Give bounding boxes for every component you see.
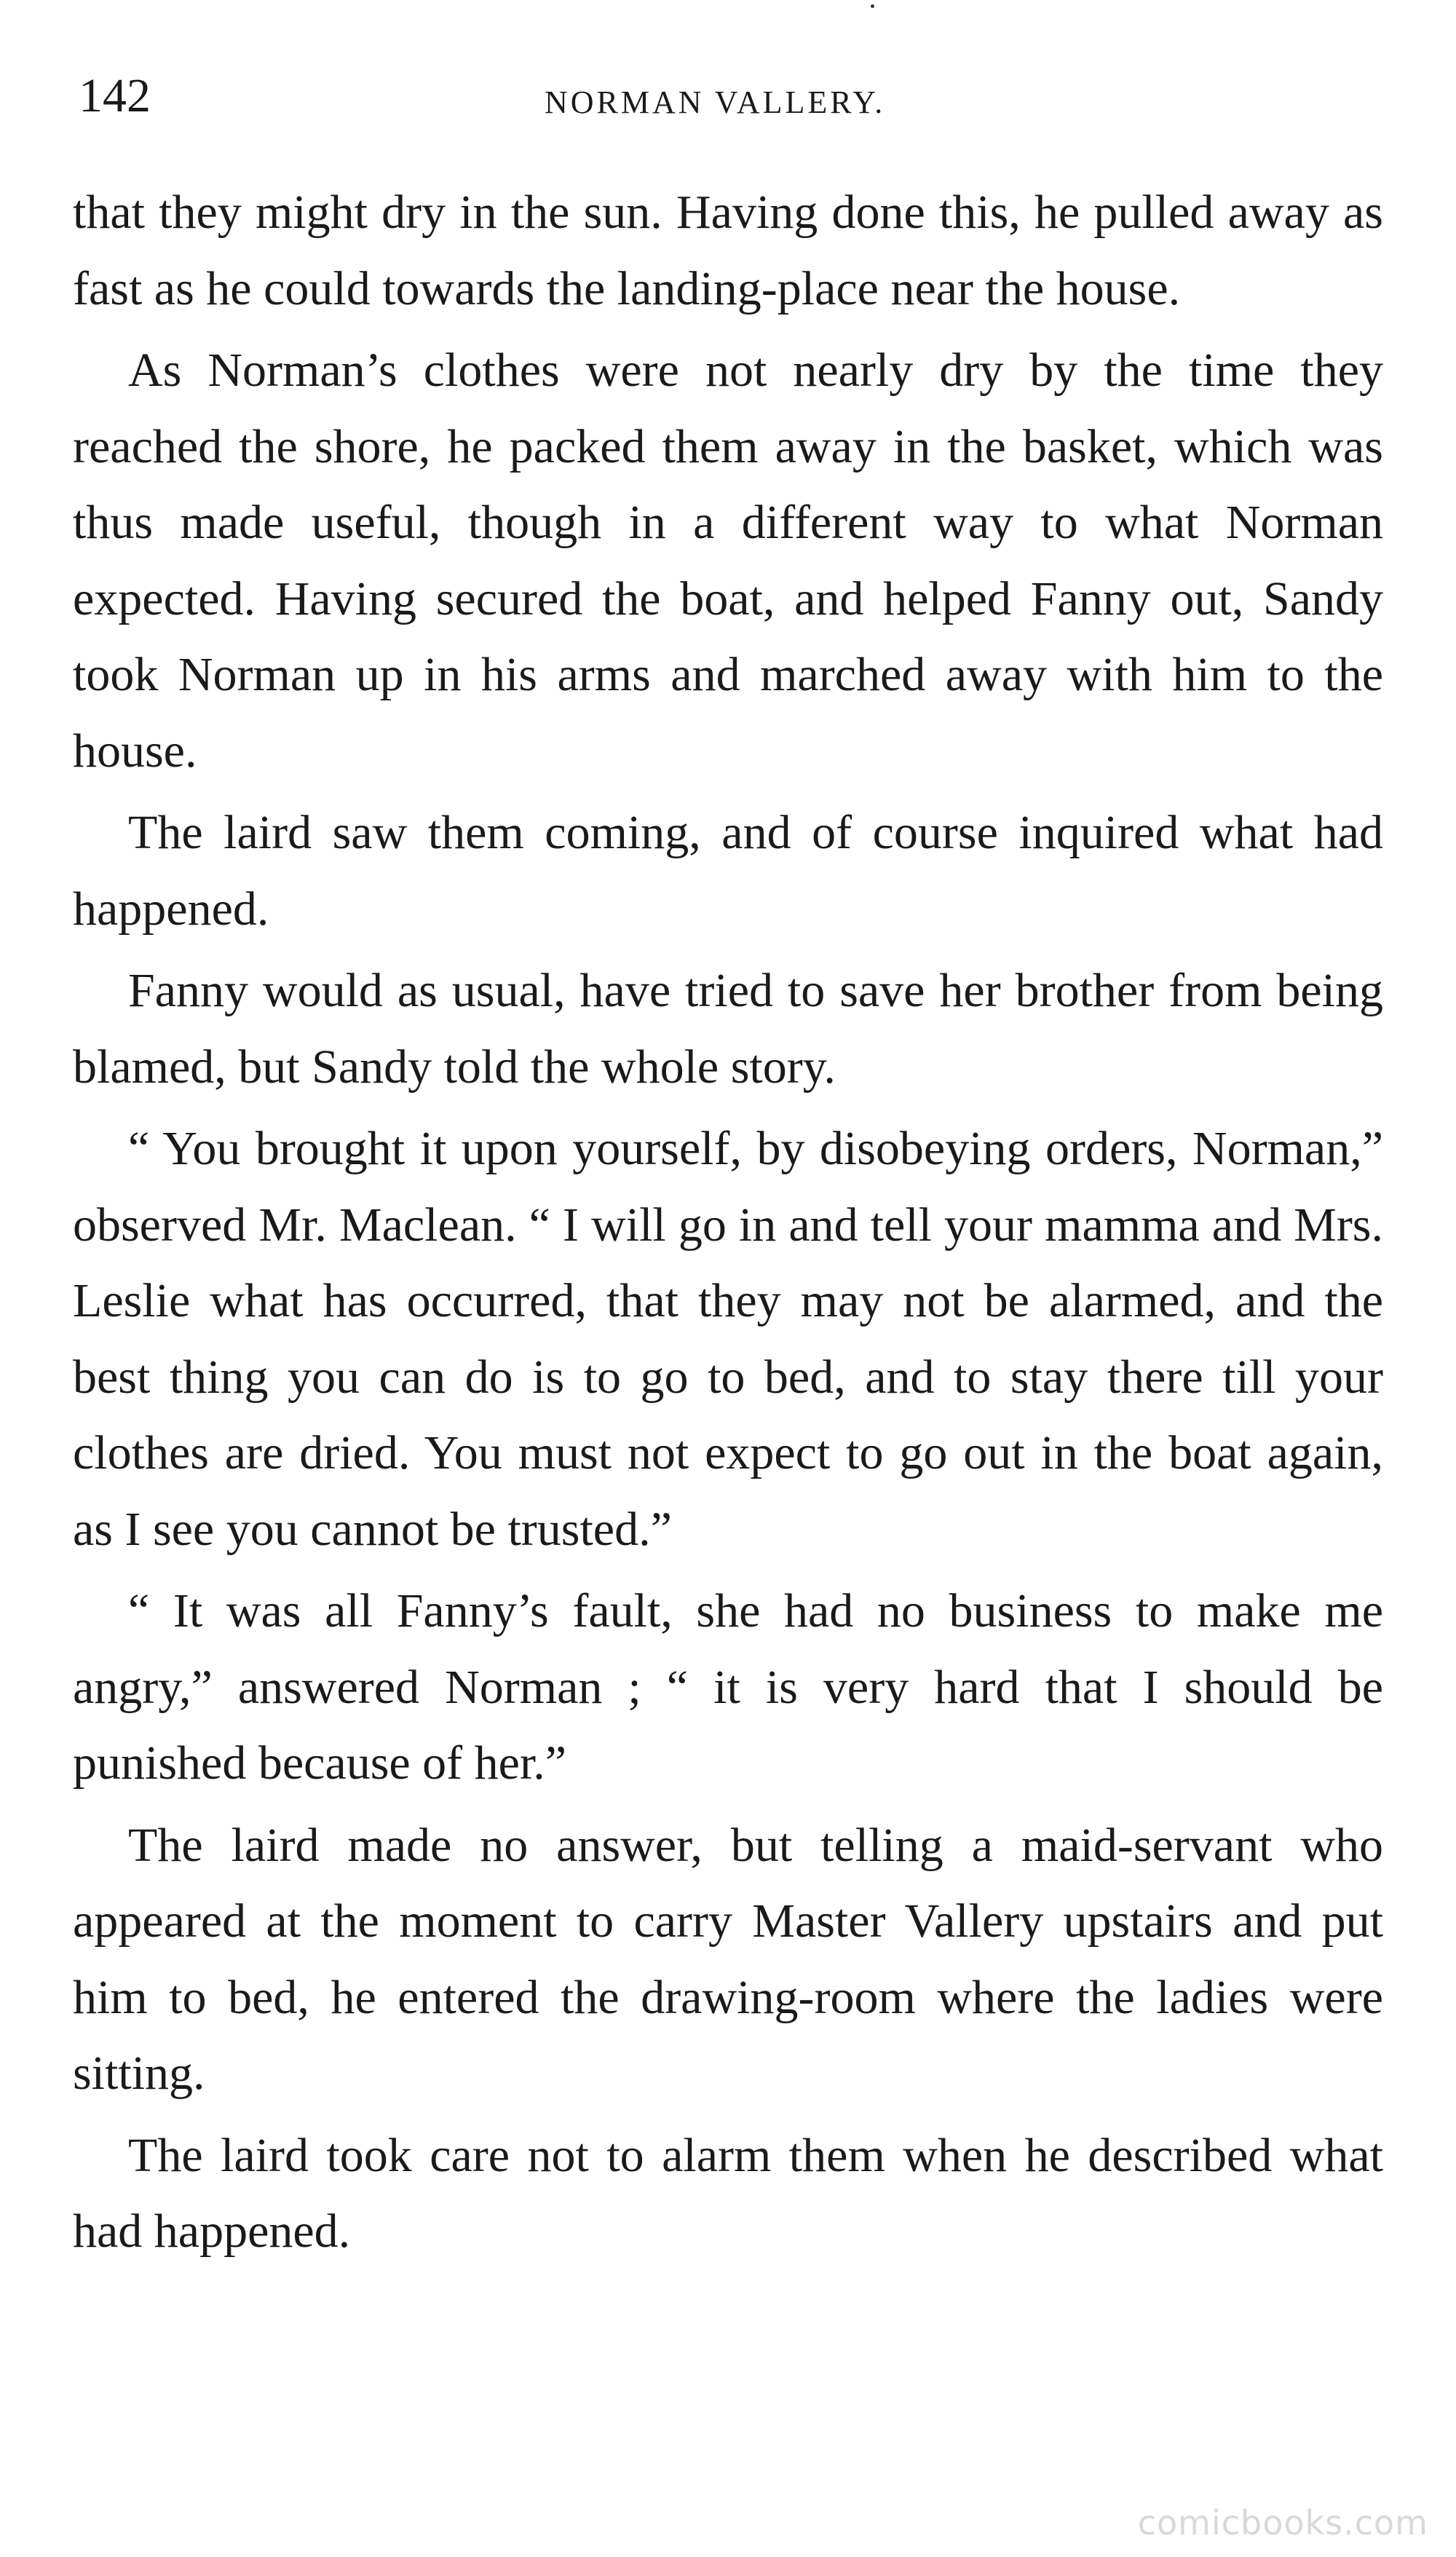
body-text <box>73 175 1383 2270</box>
print-speck <box>871 4 874 8</box>
paragraph: “ You brought it upon yourself, by disobeying orders, Norman,” observed Mr. Maclean. “ I will go in and tell your mamma and Mrs. Leslie what has occurred, that they may not be alarmed, and the best thing you can do is to go to bed, and to stay there till your clothes are dried. You must not expect to go out in the boat again, as I see you cannot be trusted.” <box>73 1122 1383 1556</box>
page-number: 142 <box>79 69 151 122</box>
paragraph: that they might dry in the sun. Having done this, he pulled away as fast as he could towards the landing-place near the house. <box>73 186 1383 315</box>
paragraph: The laird made no answer, but telling a maid-servant who appeared at the moment to carry Master Vallery upstairs and put him to bed, he entered the drawing-room where the ladies were sitting. <box>73 1818 1383 2100</box>
paragraph: The laird saw them coming, and of course inquired what had happened. <box>73 806 1383 936</box>
paragraph: As Norman’s clothes were not nearly dry by the time they reached the shore, he packed them away in the basket, which was thus made useful, though in a different way to what Norman expected. Having secured the boat, and helped Fanny out, Sandy took Norman up in his arms and marched away with him to the house. <box>73 344 1383 778</box>
paragraph: “ It was all Fanny’s fault, she had no business to make me angry,” answered Norman ; “ it is very hard that I should be punished because of her.” <box>73 1584 1383 1790</box>
paragraph: The laird took care not to alarm them when he described what had happened. <box>73 2128 1383 2258</box>
paragraph: Fanny would as usual, have tried to save her brother from being blamed, but Sandy told the whole story. <box>73 964 1383 1094</box>
running-head: NORMAN VALLERY. <box>545 84 886 120</box>
page-header <box>79 67 1382 133</box>
watermark: comicbooks.com <box>1137 2503 1428 2542</box>
